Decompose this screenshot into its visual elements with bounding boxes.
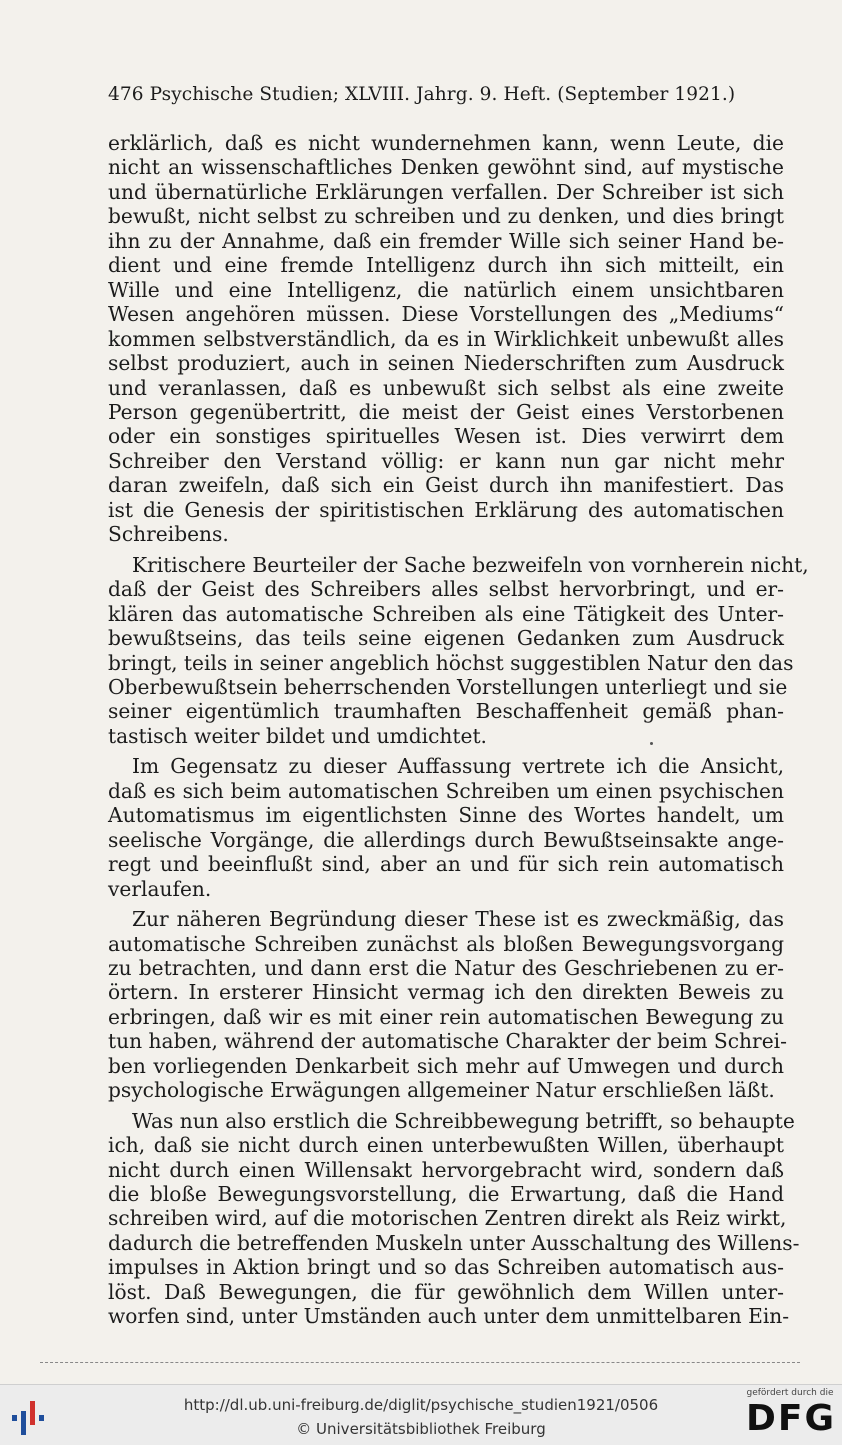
ink-speck bbox=[650, 742, 653, 745]
text-line: ben vorliegenden Denkarbeit sich mehr auf Umwegen und durch bbox=[108, 1053, 784, 1078]
dfg-funding-note: gefördert durch die bbox=[746, 1388, 834, 1398]
text-line: Wesen angehören müssen. Diese Vorstellungen des „Mediums“ bbox=[108, 302, 784, 327]
text-line: Schreiber den Verstand völlig: er kann nun gar nicht mehr bbox=[108, 448, 784, 473]
text-line: daß es sich beim automatischen Schreiben um einen psychischen bbox=[108, 778, 784, 803]
text-line: löst. Daß Bewegungen, die für gewöhnlich dem Willen unter- bbox=[108, 1279, 784, 1304]
text-line: Wille und eine Intelligenz, die natürlich einem unsichtbaren bbox=[108, 277, 784, 302]
text-line: Kritischere Beurteiler der Sache bezweifeln von vornherein nicht, bbox=[132, 552, 809, 577]
text-line: selbst produziert, auch in seinen Niederschriften zum Ausdruck bbox=[108, 351, 784, 376]
text-line: Oberbewußtsein beherrschenden Vorstellungen unterliegt und sie bbox=[108, 674, 788, 699]
text-line: bewußt, nicht selbst zu schreiben und zu denken, und dies bringt bbox=[108, 204, 784, 229]
text-line: Im Gegensatz zu dieser Auffassung vertrete ich die Ansicht, bbox=[132, 754, 784, 779]
text-line: verlaufen. bbox=[108, 876, 212, 901]
text-line: seelische Vorgänge, die allerdings durch Bewußtseinsakte ange- bbox=[108, 827, 784, 852]
text-line: ihn zu der Annahme, daß ein fremder Wille sich seiner Hand be- bbox=[108, 228, 784, 253]
text-line: ist die Genesis der spiritistischen Erklärung des automatischen bbox=[108, 497, 784, 522]
text-line: die bloße Bewegungsvorstellung, die Erwartung, daß die Hand bbox=[108, 1182, 784, 1207]
text-line: daß der Geist des Schreibers alles selbst hervorbringt, und er- bbox=[108, 577, 784, 602]
text-line: und übernatürliche Erklärungen verfallen. Der Schreiber ist sich bbox=[108, 179, 784, 204]
text-line: worfen sind, unter Umständen auch unter dem unmittelbaren Ein- bbox=[108, 1304, 790, 1329]
text-line: erbringen, daß wir es mit einer rein automatischen Bewegung zu bbox=[108, 1004, 784, 1029]
text-line: oder ein sonstiges spirituelles Wesen ist. Dies verwirrt dem bbox=[108, 424, 784, 449]
paragraph bbox=[108, 552, 809, 749]
text-line: örtern. In ersterer Hinsicht vermag ich den direkten Beweis zu bbox=[108, 980, 784, 1005]
text-line: ich, daß sie nicht durch einen unterbewußten Willen, überhaupt bbox=[108, 1133, 784, 1158]
viewer-footer bbox=[0, 1384, 842, 1445]
text-line: Automatismus im eigentlichsten Sinne des Wortes handelt, um bbox=[108, 803, 784, 828]
text-line: bewußtseins, das teils seine eigenen Gedanken zum Ausdruck bbox=[108, 626, 784, 651]
body-text bbox=[108, 131, 809, 1329]
paragraph bbox=[108, 907, 787, 1103]
text-line: nicht durch einen Willensakt hervorgebracht wird, sondern daß bbox=[108, 1157, 784, 1182]
text-line: erklärlich, daß es nicht wundernehmen kann, wenn Leute, die bbox=[108, 131, 784, 155]
paragraph bbox=[108, 754, 784, 901]
text-line: und veranlassen, daß es unbewußt sich selbst als eine zweite bbox=[108, 375, 784, 400]
paragraph bbox=[108, 1108, 800, 1329]
text-line: schreiben wird, auf die motorischen Zentren direkt als Reiz wirkt, bbox=[108, 1206, 787, 1231]
text-line: daran zweifeln, daß sich ein Geist durch ihn manifestiert. Das bbox=[108, 473, 784, 498]
text-line: psychologische Erwägungen allgemeiner Natur erschließen läßt. bbox=[108, 1078, 775, 1103]
running-header: 476 Psychische Studien; XLVIII. Jahrg. 9. Heft. (September 1921.) bbox=[108, 84, 736, 105]
text-line: impulses in Aktion bringt und so das Schreiben automatisch aus- bbox=[108, 1255, 784, 1280]
document-url-link[interactable]: http://dl.ub.uni-freiburg.de/diglit/psychische_studien1921/0506 bbox=[183, 1396, 659, 1414]
text-line: automatische Schreiben zunächst als bloßen Bewegungsvorgang bbox=[108, 931, 784, 956]
text-line: bringt, teils in seiner angeblich höchst suggestiblen Natur den das bbox=[108, 650, 794, 675]
dfg-logo: DFG bbox=[746, 1398, 837, 1439]
text-line: zu betrachten, und dann erst die Natur des Geschriebenen zu er- bbox=[108, 955, 784, 980]
text-line: tun haben, während der automatische Charakter der beim Schrei- bbox=[108, 1029, 787, 1054]
text-line: tastisch weiter bildet und umdichtet. bbox=[108, 723, 487, 748]
text-line: Was nun also erstlich die Schreibbewegung betrifft, so behaupte bbox=[132, 1108, 795, 1133]
text-line: dient und eine fremde Intelligenz durch ihn sich mitteilt, ein bbox=[108, 253, 784, 278]
text-line: regt und beeinflußt sind, aber an und für sich rein automatisch bbox=[108, 852, 784, 877]
paragraph bbox=[108, 131, 784, 547]
text-line: klären das automatische Schreiben als eine Tätigkeit des Unter- bbox=[108, 601, 784, 626]
text-line: Person gegenübertritt, die meist der Geist eines Verstorbenen bbox=[108, 399, 784, 424]
text-line: Zur näheren Begründung dieser These ist es zweckmäßig, das bbox=[132, 907, 784, 932]
page-bottom-rule bbox=[40, 1362, 800, 1364]
text-line: Schreibens. bbox=[108, 522, 229, 547]
text-line: nicht an wissenschaftliches Denken gewöhnt sind, auf mystische bbox=[108, 155, 784, 180]
copyright-notice: © Universitätsbibliothek Freiburg bbox=[296, 1420, 546, 1438]
text-line: kommen selbstverständlich, da es in Wirklichkeit unbewußt alles bbox=[108, 326, 784, 351]
text-line: seiner eigentümlich traumhaften Beschaffenheit gemäß phan- bbox=[108, 699, 784, 724]
text-line: dadurch die betreffenden Muskeln unter Ausschaltung des Willens- bbox=[108, 1230, 800, 1255]
